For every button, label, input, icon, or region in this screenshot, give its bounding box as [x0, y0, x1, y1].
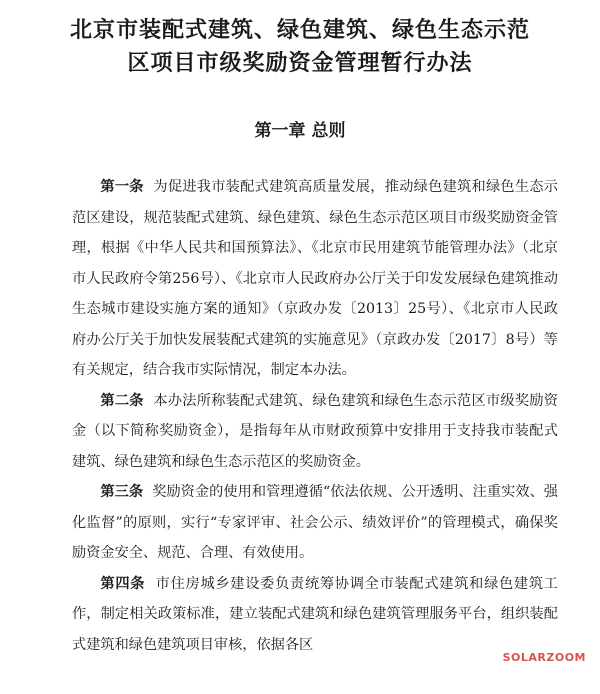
- article-3: [72, 477, 558, 569]
- article-text: 为促进我市装配式建筑高质量发展，推动绿色建筑和绿色生态示范区建设，规范装配式建筑、绿色建筑、绿色生态示范区项目市级奖励资金管理，根据《中华人民共和国预算法》、《北京市民用建筑节能管理办法》（北京市人民政府令第256号）、《北京市人民政府办公厅关于印发发展绿色建筑推动生态城市建设实施方案的通知》（京政办发〔2013〕25号）、《北京市人民政府办公厅关于加快发展装配式建筑的实施意见》（京政办发〔2017〕8号）等有关规定，结合我市实际情况，制定本办法。: [72, 179, 558, 378]
- article-2: [72, 386, 558, 478]
- title-line-1: 北京市装配式建筑、绿色建筑、绿色生态示范: [69, 18, 530, 43]
- article-1: [72, 172, 558, 386]
- article-label: 第三条: [100, 484, 144, 500]
- watermark-logo: SOLARZOOM: [502, 651, 586, 664]
- article-4: [72, 569, 558, 661]
- article-label: 第一条: [100, 179, 144, 195]
- document-body: [72, 172, 558, 660]
- article-text: 市住房城乡建设委负责统筹协调全市装配式建筑和绿色建筑工作，制定相关政策标准，建立装配式建筑和绿色建筑管理服务平台，组织装配式建筑和绿色建筑项目审核，依据各区: [72, 575, 558, 653]
- chapter-heading: 第一章 总则: [254, 121, 346, 141]
- document-title: [40, 14, 560, 80]
- article-label: 第二条: [100, 392, 144, 409]
- title-line-2: 区项目市级奖励资金管理暂行办法: [127, 51, 473, 76]
- article-text: 奖励资金的使用和管理遵循“依法依规、公开透明、注重实效、强化监督”的原则，实行“专家评审、社会公示、绩效评价”的管理模式，确保奖励资金安全、规范、合理、有效使用。: [72, 484, 558, 561]
- article-label: 第四条: [100, 575, 146, 592]
- article-text: 本办法所称装配式建筑、绿色建筑和绿色生态示范区市级奖励资金（以下简称奖励资金），是指每年从市财政预算中安排用于支持我市装配式建筑、绿色建筑和绿色生态示范区的奖励资金。: [72, 392, 558, 470]
